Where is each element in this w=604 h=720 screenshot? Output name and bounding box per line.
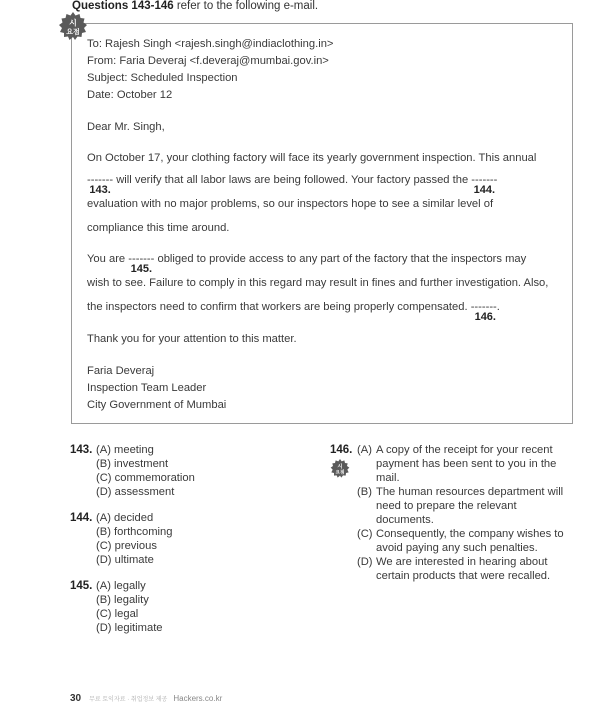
paragraph2-line3: the inspectors need to confirm that workers are being properly compensated. -------. 146. bbox=[87, 301, 500, 323]
question-145-option-c[interactable]: (C) legal bbox=[96, 608, 139, 620]
question-144-option-c[interactable]: (C) previous bbox=[96, 540, 157, 552]
email-from: From: Faria Deveraj <f.deveraj@mumbai.gov.in> bbox=[87, 55, 329, 67]
question-143-option-a[interactable]: (A) meeting bbox=[96, 444, 154, 456]
blank-144: ------- 144. bbox=[471, 174, 498, 196]
email-date: Date: October 12 bbox=[87, 89, 173, 101]
blank-145: ------- 145. bbox=[128, 253, 155, 275]
svg-text:시: 시 bbox=[337, 464, 343, 470]
paragraph2-line1: You are ------- 145. obliged to provide access to any part of the factory that the inspectors may bbox=[87, 253, 527, 275]
question-145-number: 145. bbox=[70, 580, 93, 592]
question-144-option-d[interactable]: (D) ultimate bbox=[96, 554, 154, 566]
question-143-option-b[interactable]: (B) investment bbox=[96, 458, 169, 470]
frequency-badge-icon bbox=[58, 12, 88, 42]
email-to: To: Rajesh Singh <rajesh.singh@indiaclothing.in> bbox=[87, 38, 334, 50]
paragraph2-line2: wish to see. Failure to comply in this regard may result in fines and further investigation. Also, bbox=[87, 277, 549, 289]
question-143-option-c[interactable]: (C) commemoration bbox=[96, 472, 195, 484]
svg-text:요점: 요점 bbox=[66, 28, 80, 36]
page-number: 30 bbox=[70, 693, 82, 704]
question-144-option-b[interactable]: (B) forthcoming bbox=[96, 526, 173, 538]
paragraph1-line4: compliance this time around. bbox=[87, 222, 230, 234]
email-greeting: Dear Mr. Singh, bbox=[87, 121, 165, 133]
footer-korean-text: 무료 토익자료 · 취업정보 제공 bbox=[89, 697, 168, 703]
question-143-number: 143. bbox=[70, 444, 93, 456]
blank-143: ------- 143. bbox=[87, 174, 114, 196]
svg-text:시: 시 bbox=[69, 18, 77, 28]
section-heading bbox=[72, 0, 318, 12]
paragraph1-line1: On October 17, your clothing factory will face its yearly government inspection. This annual bbox=[87, 152, 537, 164]
footer-site-link[interactable]: Hackers.co.kr bbox=[173, 694, 223, 703]
svg-text:요점: 요점 bbox=[335, 470, 345, 476]
question-145-option-b[interactable]: (B) legality bbox=[96, 594, 149, 606]
question-143-option-d[interactable]: (D) assessment bbox=[96, 486, 175, 498]
question-146-number: 146. bbox=[330, 444, 353, 456]
signature-title: Inspection Team Leader bbox=[87, 382, 207, 394]
email-thanks: Thank you for your attention to this matter. bbox=[87, 333, 297, 345]
blank-146: -------. 146. bbox=[470, 301, 500, 323]
signature-name: Faria Deveraj bbox=[87, 365, 155, 377]
question-144-option-a[interactable]: (A) decided bbox=[96, 512, 154, 524]
signature-org: City Government of Mumbai bbox=[87, 399, 227, 411]
page-footer bbox=[70, 693, 222, 704]
question-145-option-a[interactable]: (A) legally bbox=[96, 580, 146, 592]
question-144-number: 144. bbox=[70, 512, 93, 524]
question-145-option-d[interactable]: (D) legitimate bbox=[96, 622, 163, 634]
heading-rest: refer to the following e-mail. bbox=[173, 0, 319, 12]
paragraph1-line3: evaluation with no major problems, so our inspectors hope to see a similar level of bbox=[87, 198, 494, 210]
questions-range: Questions 143-146 bbox=[72, 0, 174, 12]
frequency-badge-icon-146 bbox=[330, 459, 350, 479]
paragraph1-line2: ------- 143. will verify that all labor laws are being followed. Your factory passed the ------- 144. bbox=[87, 174, 498, 196]
email-subject: Subject: Scheduled Inspection bbox=[87, 72, 238, 84]
